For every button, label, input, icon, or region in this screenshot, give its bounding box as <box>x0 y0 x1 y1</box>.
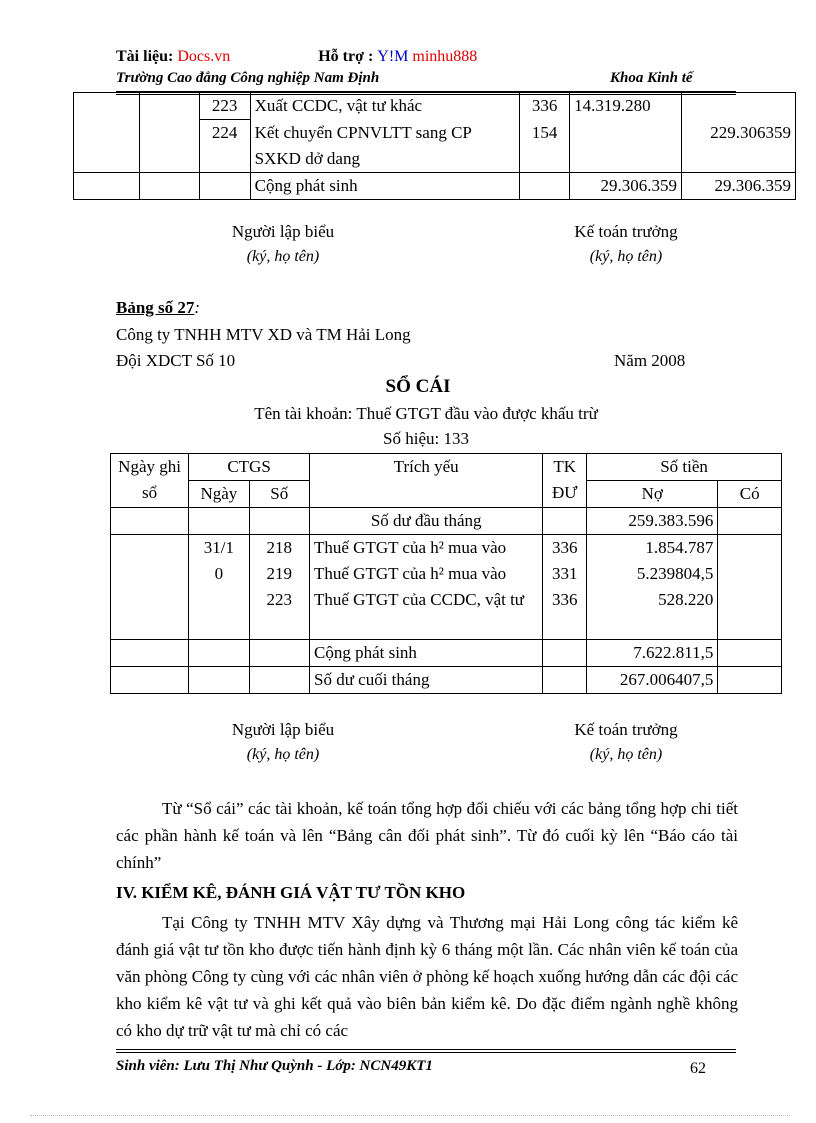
support-handle: Y!M <box>377 48 409 65</box>
table-cell <box>139 172 199 199</box>
table-number: Bảng số 27: <box>116 298 201 317</box>
paragraph-inventory: Tại Công ty TNHH MTV Xây dựng và Thương mại Hải Long công tác kiểm kê đánh giá vật tư tồn kho được tiến hành định kỳ 6 tháng một lần. Các nhân viên kế toán của văn phòng Công ty cùng với các nhân viên ở phòng kế hoạch xuống hướng dẫn các đội các kho kiểm kê vật tư và ghi kết quả vào biên bản kiểm kê. Do đặc điểm ngành nghề không có kho dự trữ vật tư mà chỉ có các <box>116 913 738 1040</box>
opening-debit: 259.383.596 <box>587 508 718 535</box>
col-no-header: Số <box>249 481 309 508</box>
col-amount-header: Số tiền <box>587 454 782 481</box>
table-cell: Cộng phát sinh <box>250 172 520 199</box>
table-row <box>74 172 796 199</box>
total-label: Cộng phát sinh <box>309 640 542 667</box>
sign-note: (ký, họ tên) <box>246 746 320 763</box>
footer-rule-2 <box>116 1052 736 1053</box>
table-cell: 229.306359 <box>682 120 796 173</box>
school-name: Trường Cao đẳng Công nghiệp Nam Định <box>116 70 380 86</box>
company-name: Công ty TNHH MTV XD và TM Hải Long <box>116 325 411 344</box>
table-cell: 336 <box>520 93 570 120</box>
sign-note: (ký, họ tên) <box>246 248 320 265</box>
table-header-row <box>111 454 782 481</box>
table-cell: 154 <box>520 120 570 173</box>
table-cell: 14.319.280 <box>570 93 682 120</box>
table-cell: Thuế GTGT của h² mua vào Thuế GTGT của h² mua vào Thuế GTGT của CCDC, vật tư <box>309 535 542 640</box>
sign-note: (ký, họ tên) <box>589 746 663 763</box>
closing-debit: 267.006407,5 <box>587 667 718 694</box>
table-cell: 336 331 336 <box>543 535 587 640</box>
table-cell: 29.306.359 <box>570 172 682 199</box>
page-edge <box>30 1115 790 1116</box>
col-ctgs-header: CTGS <box>189 454 310 481</box>
ledger-year: Năm 2008 <box>614 351 686 370</box>
doc-label: Tài liệu <box>116 48 169 65</box>
table-row <box>111 667 782 694</box>
col-tk-header: TK ĐƯ <box>543 454 587 508</box>
chief-label: Kế toán trưởng <box>574 222 678 241</box>
doc-site-link[interactable]: Docs.vn <box>177 48 231 65</box>
table-cell <box>199 172 250 199</box>
chief-label: Kế toán trưởng <box>574 720 678 739</box>
col-desc-header: Trích yếu <box>309 454 542 508</box>
preparer-signature-2 <box>183 720 383 764</box>
col-debit-header: Nợ <box>587 481 718 508</box>
col-day-header: Ngày <box>189 481 249 508</box>
table-cell <box>520 172 570 199</box>
footer-rule <box>116 1049 736 1050</box>
col-credit-header: Có <box>718 481 782 508</box>
table-cell <box>74 172 140 199</box>
account-number: Số hiệu: 133 <box>383 429 469 448</box>
team-name: Đội XDCT Số 10 <box>116 351 236 370</box>
table-cell <box>682 93 796 120</box>
opening-label: Số dư đầu tháng <box>309 508 542 535</box>
table-cell: 31/1 0 <box>189 535 249 640</box>
account-name: Tên tài khoản: Thuế GTGT đầu vào được khấu trừ <box>254 404 598 423</box>
sign-note: (ký, họ tên) <box>589 248 663 265</box>
table-row <box>111 535 782 640</box>
table-row <box>111 508 782 535</box>
section-title: IV. KIỂM KÊ, ĐÁNH GIÁ VẬT TƯ TỒN KHO <box>116 883 466 902</box>
closing-label: Số dư cuối tháng <box>309 667 542 694</box>
footer-student: Sinh viên: Lưu Thị Như Quỳnh - Lớp: NCN49KT1 <box>116 1058 433 1074</box>
table-row <box>111 640 782 667</box>
paragraph-summary: Từ “Sổ cái” các tài khoản, kế toán tổng hợp đối chiếu với các bảng tổng hợp chi tiết các phần hành kế toán và lên “Bảng cân đối phát sinh”. Từ đó cuối kỳ lên “Báo cáo tài chính” <box>116 799 738 872</box>
ledger-table <box>110 453 782 694</box>
table-row <box>74 93 796 120</box>
ledger-table-continued <box>73 92 796 200</box>
chief-signature-2 <box>526 720 726 764</box>
page-number: 62 <box>690 1060 706 1077</box>
col-date-header: Ngày ghi sổ <box>111 454 189 508</box>
dept-name: Khoa Kinh tế <box>610 70 693 86</box>
preparer-signature <box>183 222 383 266</box>
table-cell: Kết chuyển CPNVLTT sang CP SXKD dở dang <box>250 120 520 173</box>
total-debit: 7.622.811,5 <box>587 640 718 667</box>
support-user-link[interactable]: minhu888 <box>412 48 478 65</box>
table-cell: 29.306.359 <box>682 172 796 199</box>
chief-signature <box>526 222 726 266</box>
preparer-label: Người lập biểu <box>231 720 335 739</box>
preparer-label: Người lập biểu <box>231 222 335 241</box>
ledger-title: SỔ CÁI <box>385 376 451 397</box>
table-cell <box>74 93 140 173</box>
table-cell: 224 <box>199 120 250 173</box>
table-cell: 218 219 223 <box>249 535 309 640</box>
table-cell <box>139 93 199 173</box>
support-label: Hỗ trợ <box>318 48 364 65</box>
table-cell: 1.854.787 5.239804,5 528.220 <box>587 535 718 640</box>
doc-header: Tài liệu: Docs.vn Hỗ trợ : Y!M minhu888 <box>116 48 478 65</box>
table-cell <box>570 120 682 173</box>
table-cell: 223 <box>199 93 250 120</box>
table-cell: Xuất CCDC, vật tư khác <box>250 93 520 120</box>
